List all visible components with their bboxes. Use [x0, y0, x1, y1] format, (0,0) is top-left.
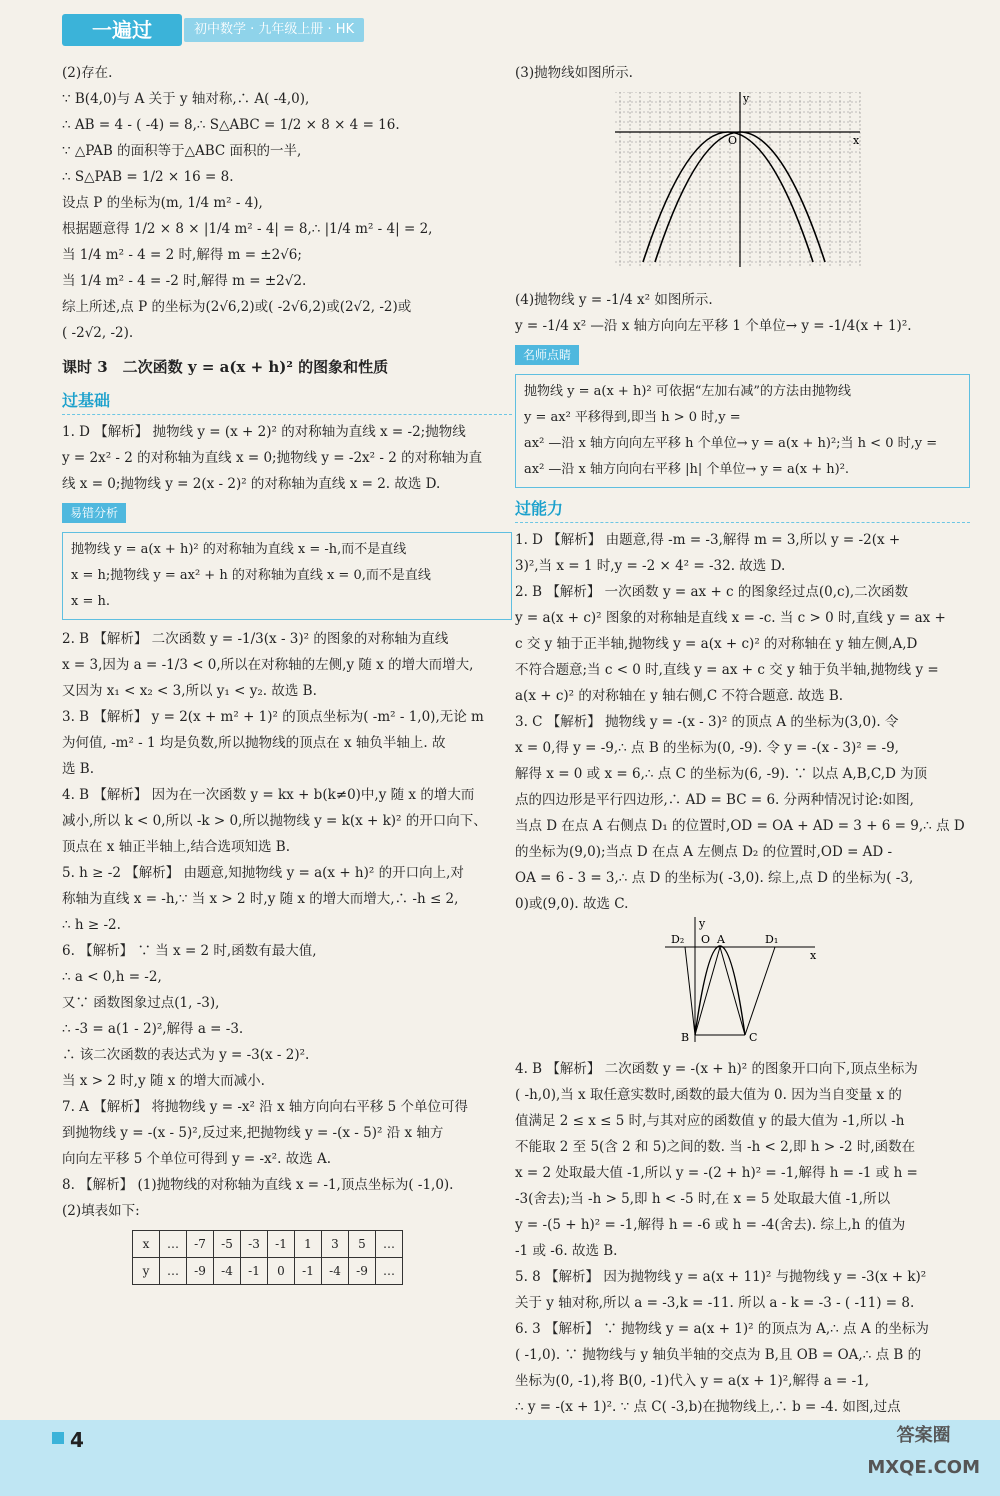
section-heading-basic: 过基础	[62, 388, 512, 415]
text-line: 6. 【解析】 ∵ 当 x = 2 时,函数有最大值,	[62, 943, 317, 959]
table-cell: 3	[322, 1231, 349, 1258]
table-cell: -1	[268, 1231, 295, 1258]
table-cell: …	[160, 1231, 187, 1258]
text-line: 解得 x = 0 或 x = 6,∴ 点 C 的坐标为(6, -9). ∵ 以点 A,B,C,D 为顶	[515, 766, 928, 782]
text-line: 顶点在 x 轴正半轴上,结合选项知选 B.	[62, 839, 290, 855]
text-line: x = 3,因为 a = -1/3 < 0,所以在对称轴的左侧,y 随 x 的增大而增大,	[62, 657, 474, 673]
text-line: (2)填表如下:	[62, 1203, 140, 1219]
text-line: 抛物线 y = a(x + h)² 的对称轴为直线 x = -h,而不是直线	[71, 542, 407, 557]
text-line: ∴ h ≥ -2.	[62, 917, 121, 933]
label-y: y	[699, 917, 706, 930]
table-cell: …	[376, 1231, 403, 1258]
text-line: ∴ -3 = a(1 - 2)²,解得 a = -3.	[62, 1021, 244, 1037]
text-line: 0)或(9,0). 故选 C.	[515, 896, 629, 912]
text-line: 不能取 2 至 5(含 2 和 5)之间的数. 当 -h < 2,即 h > -2 时,函数在	[515, 1139, 916, 1155]
label-c: C	[749, 1031, 758, 1044]
watermark-title: 答案圈	[896, 1425, 951, 1446]
text-line: 2. B 【解析】 二次函数 y = -1/3(x - 3)² 的图象的对称轴为直线	[62, 631, 449, 647]
text-line: ( -h,0),当 x 取任意实数时,函数的最大值为 0. 因为当自变量 x 的	[515, 1087, 902, 1103]
text-line: 6. 3 【解析】 ∵ 抛物线 y = a(x + 1)² 的顶点为 A,∴ 点 A 的坐标为	[515, 1321, 929, 1337]
table-cell: -1	[295, 1258, 322, 1285]
brand-logo: 一遍过	[62, 14, 182, 46]
ability-questions-1-3	[515, 527, 970, 917]
table-cell: …	[376, 1258, 403, 1285]
watermark	[867, 1420, 980, 1484]
teacher-tip-title: 名师点睛	[515, 345, 579, 365]
value-table	[132, 1230, 403, 1285]
label-b: B	[681, 1031, 690, 1044]
text-line: x = h;抛物线 y = ax² + h 的对称轴为直线 x = 0,而不是直线	[71, 568, 431, 583]
text-line: ∴ AB = 4 - ( -4) = 8,∴ S△ABC = 1/2 × 8 × 4 = 16.	[62, 117, 400, 133]
text-line: ax² —沿 x 轴方向向右平移 |h| 个单位→ y = a(x + h)².	[524, 462, 850, 477]
label-a: A	[717, 933, 725, 946]
table-cell: -4	[322, 1258, 349, 1285]
ability-questions-4-6	[515, 1056, 970, 1420]
lesson-title: 课时 3 二次函数 y = a(x + h)² 的图象和性质	[62, 358, 389, 376]
left-column	[62, 60, 512, 1285]
table-row-x	[133, 1231, 403, 1258]
subject-label: 初中数学 · 九年级上册 · HK	[184, 18, 364, 42]
table-cell: -7	[187, 1231, 214, 1258]
page-number: 4	[70, 1428, 84, 1452]
text-line: 当 1/4 m² - 4 = -2 时,解得 m = ±2√2.	[62, 273, 307, 289]
page-number-marker	[52, 1432, 64, 1444]
table-cell: 1	[295, 1231, 322, 1258]
part-4-translation: y = -1/4 x² —沿 x 轴方向向左平移 1 个单位→ y = -1/4(x + 1)².	[515, 318, 912, 334]
text-line: y = ax² 平移得到,即当 h > 0 时,y =	[524, 410, 741, 425]
axis-y-label: y	[743, 92, 750, 105]
page-footer	[0, 1420, 1000, 1496]
part-3: (3)抛物线如图所示.	[515, 65, 633, 81]
text-line: ∴ S△PAB = 1/2 × 16 = 8.	[62, 169, 234, 185]
table-cell: …	[160, 1258, 187, 1285]
text-line: OA = 6 - 3 = 3,∴ 点 D 的坐标为( -3,0). 综上,点 D 的坐标为( -3,	[515, 870, 914, 886]
table-cell: -5	[214, 1231, 241, 1258]
text-line: 又因为 x₁ < x₂ < 3,所以 y₁ < y₂. 故选 B.	[62, 683, 317, 699]
table-cell: -4	[214, 1258, 241, 1285]
text-line: 称轴为直线 x = -h,∵ 当 x > 2 时,y 随 x 的增大而增大,∴ -h ≤ 2,	[62, 891, 459, 907]
text-line: ∵ △PAB 的面积等于△ABC 面积的一半,	[62, 143, 302, 159]
text-line: ∴ y = -(x + 1)². ∵ 点 C( -3,b)在抛物线上,∴ b = -4. 如图,过点	[515, 1399, 901, 1415]
text-line: 抛物线 y = a(x + h)² 可依据“左加右减”的方法由抛物线	[524, 384, 852, 399]
text-line: 5. h ≥ -2 【解析】 由题意,知抛物线 y = a(x + h)² 的开口向上,对	[62, 865, 464, 881]
text-line: c 交 y 轴于正半轴,抛物线 y = a(x + c)² 的对称轴在 y 轴左侧,A,D	[515, 636, 918, 652]
table-cell: x	[133, 1231, 160, 1258]
text-line: 当 x > 2 时,y 随 x 的增大而减小.	[62, 1073, 265, 1089]
text-line: x = 2 处取最大值 -1,所以 y = -(2 + h)² = -1,解得 h = -1 或 h =	[515, 1165, 918, 1181]
text-line: 根据题意得 1/2 × 8 × |1/4 m² - 4| = 8,∴ |1/4 m² - 4| = 2,	[62, 221, 433, 237]
text-line: y = a(x + c)² 图象的对称轴是直线 x = -c. 当 c > 0 时,直线 y = ax +	[515, 610, 946, 626]
page-header	[0, 0, 1000, 56]
label-d2: D₂	[671, 933, 685, 946]
text-line: 到抛物线 y = -(x - 5)²,反过来,把抛物线 y = -(x - 5)² 沿 x 轴方	[62, 1125, 444, 1141]
text-line: ∵ B(4,0)与 A 关于 y 轴对称,∴ A( -4,0),	[62, 91, 310, 107]
text-line: 4. B 【解析】 因为在一次函数 y = kx + b(k≠0)中,y 随 x 的增大而	[62, 787, 475, 803]
text-line: 值满足 2 ≤ x ≤ 5 时,与其对应的函数值 y 的最大值为 -1,所以 -h	[515, 1113, 905, 1129]
text-line: 设点 P 的坐标为(m, 1/4 m² - 4),	[62, 195, 263, 211]
text-line: 综上所述,点 P 的坐标为(2√6,2)或( -2√6,2)或(2√2, -2)或	[62, 299, 412, 315]
question-1	[62, 419, 512, 497]
origin-label: O	[728, 134, 738, 147]
text-line: ( -2√2, -2).	[62, 325, 134, 341]
table-cell: 0	[268, 1258, 295, 1285]
watermark-url: MXQE.COM	[867, 1457, 980, 1478]
table-cell: -3	[241, 1231, 268, 1258]
text-line: 1. D 【解析】 由题意,得 -m = -3,解得 m = 3,所以 y = -2(x +	[515, 532, 901, 548]
questions-2-8	[62, 626, 512, 1224]
text-line: 5. 8 【解析】 因为抛物线 y = a(x + 11)² 与抛物线 y = -3(x + k)²	[515, 1269, 927, 1285]
text-line: -1 或 -6. 故选 B.	[515, 1243, 618, 1259]
label-x: x	[810, 949, 817, 962]
text-line: 1. D 【解析】 抛物线 y = (x + 2)² 的对称轴为直线 x = -2;抛物线	[62, 424, 466, 440]
text-line: 4. B 【解析】 二次函数 y = -(x + h)² 的图象开口向下,顶点坐标为	[515, 1061, 918, 1077]
axis-x-label: x	[853, 134, 860, 147]
text-line: ( -1,0). ∵ 抛物线与 y 轴负半轴的交点为 B,且 OB = OA,∴ 点 B 的	[515, 1347, 922, 1363]
text-line: -3(舍去);当 -h > 5,即 h < -5 时,在 x = 5 处取最大值 -1,所以	[515, 1191, 891, 1207]
text-line: y = 2x² - 2 的对称轴为直线 x = 0;抛物线 y = -2x² - 2 的对称轴为直	[62, 450, 483, 466]
text-line: ∴ 该二次函数的表达式为 y = -3(x - 2)².	[62, 1047, 310, 1063]
label-d1: D₁	[765, 933, 779, 946]
text-line: 向向左平移 5 个单位可得到 y = -x². 故选 A.	[62, 1151, 331, 1167]
table-cell: 5	[349, 1231, 376, 1258]
table-cell: -1	[241, 1258, 268, 1285]
error-analysis-title: 易错分析	[62, 503, 126, 523]
text-line: a(x + c)² 的对称轴在 y 轴右侧,C 不符合题意. 故选 B.	[515, 688, 844, 704]
text-line: 线 x = 0;抛物线 y = 2(x - 2)² 的对称轴为直线 x = 2. 故选 D.	[62, 476, 441, 492]
text-line: 2. B 【解析】 一次函数 y = ax + c 的图象经过点(0,c),二次函数	[515, 584, 909, 600]
text-line: x = 0,得 y = -9,∴ 点 B 的坐标为(0, -9). 令 y = -(x - 3)² = -9,	[515, 740, 899, 756]
text-line: 为何值, -m² - 1 均是负数,所以抛物线的顶点在 x 轴负半轴上. 故	[62, 735, 446, 751]
text-line: 3. C 【解析】 抛物线 y = -(x - 3)² 的顶点 A 的坐标为(3,0). 令	[515, 714, 899, 730]
table-cell: -9	[349, 1258, 376, 1285]
part-4: (4)抛物线 y = -1/4 x² 如图所示.	[515, 292, 713, 308]
text-line: 点的四边形是平行四边形,∴ AD = BC = 6. 分两种情况讨论:如图,	[515, 792, 914, 808]
text-line: ax² —沿 x 轴方向向左平移 h 个单位→ y = a(x + h)²;当 h < 0 时,y =	[524, 436, 938, 451]
text-line: 又∵ 函数图象过点(1, -3),	[62, 995, 220, 1011]
text-line: 不符合题意;当 c < 0 时,直线 y = ax + c 交 y 轴于负半轴,抛物线 y =	[515, 662, 939, 678]
intro-block	[62, 60, 512, 346]
text-line: 关于 y 轴对称,所以 a = -3,k = -11. 所以 a - k = -3 - ( -11) = 8.	[515, 1295, 915, 1311]
table-cell: -9	[187, 1258, 214, 1285]
table-row-y	[133, 1258, 403, 1285]
text-line: 7. A 【解析】 将抛物线 y = -x² 沿 x 轴方向向右平移 5 个单位可得	[62, 1099, 469, 1115]
right-column	[515, 60, 970, 1420]
text-line: ∴ a < 0,h = -2,	[62, 969, 162, 985]
section-heading-ability: 过能力	[515, 496, 970, 523]
text-line: 坐标为(0, -1),将 B(0, -1)代入 y = a(x + 1)²,解得 a = -1,	[515, 1373, 870, 1389]
text-line: 3. B 【解析】 y = 2(x + m² + 1)² 的顶点坐标为( -m² - 1,0),无论 m	[62, 709, 484, 725]
label-o: O	[701, 933, 711, 946]
text-line: 当 1/4 m² - 4 = 2 时,解得 m = ±2√6;	[62, 247, 302, 263]
table-cell: y	[133, 1258, 160, 1285]
text-line: 选 B.	[62, 761, 95, 777]
text-line: 的坐标为(9,0);当点 D 在点 A 左侧点 D₂ 的位置时,OD = AD -	[515, 844, 893, 860]
text-line: x = h.	[71, 594, 110, 609]
text-line: 减小,所以 k < 0,所以 -k > 0,所以抛物线 y = k(x + k)² 的开口向下、	[62, 813, 487, 829]
parabola-graph	[615, 92, 865, 272]
text-line: 当点 D 在点 A 右侧点 D₁ 的位置时,OD = OA + AD = 3 + 6 = 9,∴ 点 D	[515, 818, 965, 834]
text-line: 3)²,当 x = 1 时,y = -2 × 4² = -32. 故选 D.	[515, 558, 786, 574]
parallelogram-figure	[665, 917, 825, 1047]
teacher-tip-box	[515, 374, 970, 488]
error-analysis-box	[62, 532, 512, 620]
text-line: (2)存在.	[62, 65, 113, 81]
text-line: y = -(5 + h)² = -1,解得 h = -6 或 h = -4(舍去). 综上,h 的值为	[515, 1217, 906, 1233]
text-line: 8. 【解析】 (1)抛物线的对称轴为直线 x = -1,顶点坐标为( -1,0).	[62, 1177, 454, 1193]
